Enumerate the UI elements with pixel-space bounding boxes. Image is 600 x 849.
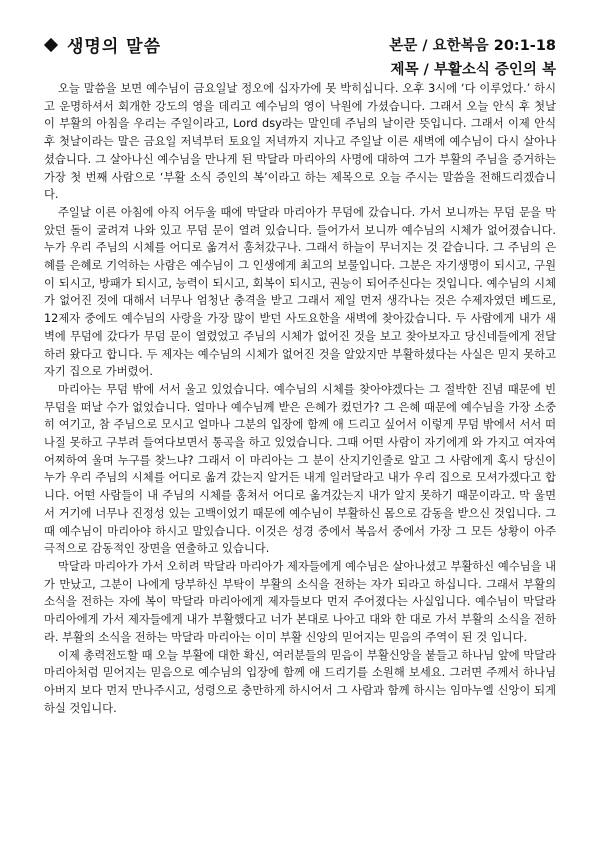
title-row — [44, 32, 161, 57]
header — [44, 32, 556, 76]
diamond-bullet-icon — [44, 37, 58, 51]
scripture-reference: 본문 / 요한복음 20:1-18 — [389, 38, 556, 54]
paragraph: 오늘 말씀을 보면 예수님이 금요일날 정오에 십자가에 못 박히십니다. 오후 3시에 ‘다 이루었다.’ 하시고 운명하셔서 회개한 강도의 영을 데리고 예수님의 영이 낙원에 가셨습니다. 그래서 오늘 안식 후 첫날 이 부활의 아침을 우리는 주일이라고, Lord dsy라는 말인데 주님의 날이란 뜻입니다. 그래서 이제 안식 후 첫날이라는 말은 금요일 저녁부터 토요일 저녁까지 지나고 주일날 이른 새벽에 예수님이 다시 살아나셨습니다. 그 살아나신 예수님을 만나게 된 막달라 마리아의 사명에 대하여 그가 부활의 주님을 증거하는 가장 첫 번째 사람으로 ‘부활 소식 증인의 복’이라고 하는 제목으로 오늘 주시는 말씀을 전해드리겠습니다. — [44, 82, 556, 202]
paragraph: 막달라 마리아가 가서 오히려 막달라 마리아가 제자들에게 예수님은 살아나셨고 부활하신 예수님을 내가 만났고, 그분이 나에게 당부하신 부탁이 부활의 소식을 전하는 자가 되라고 하십니다. 그래서 부활의 소식을 전하는 자에 복이 막달라 마리아에게 제자들보다 먼저 주어졌다는 사실입니다. 예수님이 막달라 마리아에게 가서 제자들에게 내가 부활했다고 너가 본대로 나아고 대와 한 대로 가서 부활의 소식을 전하라. 부활의 소식을 전하는 막달라 마리아는 이미 부활 신앙의 믿어지는 믿음의 주역이 된 것 입니다. — [44, 559, 556, 644]
paragraph: 주일날 이른 아침에 아직 어두울 때에 막달라 마리아가 무덤에 갔습니다. 가서 보니까는 무덤 문을 막았던 돌이 굴려져 나와 있고 무덤 문이 열려 있습니다. 들어가서 보니까 예수님의 시체가 없어졌습니다. 누가 우리 주님의 시체를 어디로 옮겨서 훔쳐갔구나. 그래서 하늘이 무너지는 것 같습니다. 그 주님의 은혜를 은혜로 기억하는 사람은 예수님이 그 인생에게 최고의 보물입니다. 그분은 자기생명이 되시고, 구원이 되시고, 방패가 되시고, 능력이 되시고, 회복이 되시고, 권능이 되어주신다는 것입니다. 예수님의 시체가 없어진 것에 대해서 너무나 엄청난 충격을 받고 그래서 제일 먼저 생각나는 것은 수제자였던 베드로, 12제자 중에도 예수님의 사랑을 가장 많이 받던 사도요한을 새벽에 찾아갔습니다. 두 사람에게 내가 새벽에 무덤에 갔다가 무덤 문이 열렸었고 주님의 시체가 없어진 것을 보고 찾아보자고 당신네들에게 전달하러 왔다고 합니다. 두 제자는 예수님의 시체가 없어진 것을 알았지만 부활하셨다는 사실은 믿지 못하고 자기 집으로 가버렸어. — [44, 205, 556, 379]
paragraph: 이제 총력전도할 때 오늘 부활에 대한 확신, 여러분들의 믿음이 부활신앙을 붙들고 하나님 앞에 막달라 마리아처럼 믿어지는 믿음으로 예수님의 입장에 함께 애 드리기를 소원해 보세요. 그러면 주께서 하나님 아버지 보다 먼저 만나주시고, 성령으로 충만하게 하시어서 그 사람과 함께 하시는 임마누엘 신앙이 되게 하실 것입니다. — [44, 648, 556, 715]
sermon-body — [44, 80, 556, 717]
paragraph: 마리아는 무덤 밖에 서서 울고 있었습니다. 예수님의 시체를 찾아야겠다는 그 절박한 진념 때문에 빈 무덤을 떠날 수가 없었습니다. 얼마나 예수님께 받은 은혜가 컸던가? 그 은혜 때문에 예수님을 가장 소중히 여기고, 참 주님으로 모시고 얼마나 그분의 입장에 함께 애 드리고 싶어서 이렇게 무덤 밖에서 서서 떠나질 못하고 구부려 들여다보면서 통곡을 하고 있었습니다. 그때 어떤 사람이 자기에게 와 가지고 여자여 어찌하여 울며 누구를 찾느냐? 그래서 이 마리아는 그 분이 산지기인줄로 알고 그 사람에게 혹시 당신이 누가 우리 주님의 시체를 어디로 옮겨 갔는지 알거든 내게 일러달라고 내가 우리 집으로 모셔가겠다고 합니다. 어떤 사람들이 내 주님의 시체를 훔쳐서 어디로 옮겨갔는지 내가 알지 못하기 때문이라고. 막 울면서 거기에 너무나 진정성 있는 고백이었기 때문에 예수님이 부활하신 몸으로 감동을 받으신 것입니다. 그때 예수님이 마리아야 하시고 말있습니다. 이것은 성경 중에서 복음서 중에서 가장 그 모든 상황이 아주 극적으로 감동적인 장면을 연출하고 있습니다. — [44, 382, 556, 556]
page-title: 생명의 말씀 — [67, 37, 162, 57]
sermon-subject: 제목 / 부활소식 증인의 복 — [390, 62, 556, 78]
